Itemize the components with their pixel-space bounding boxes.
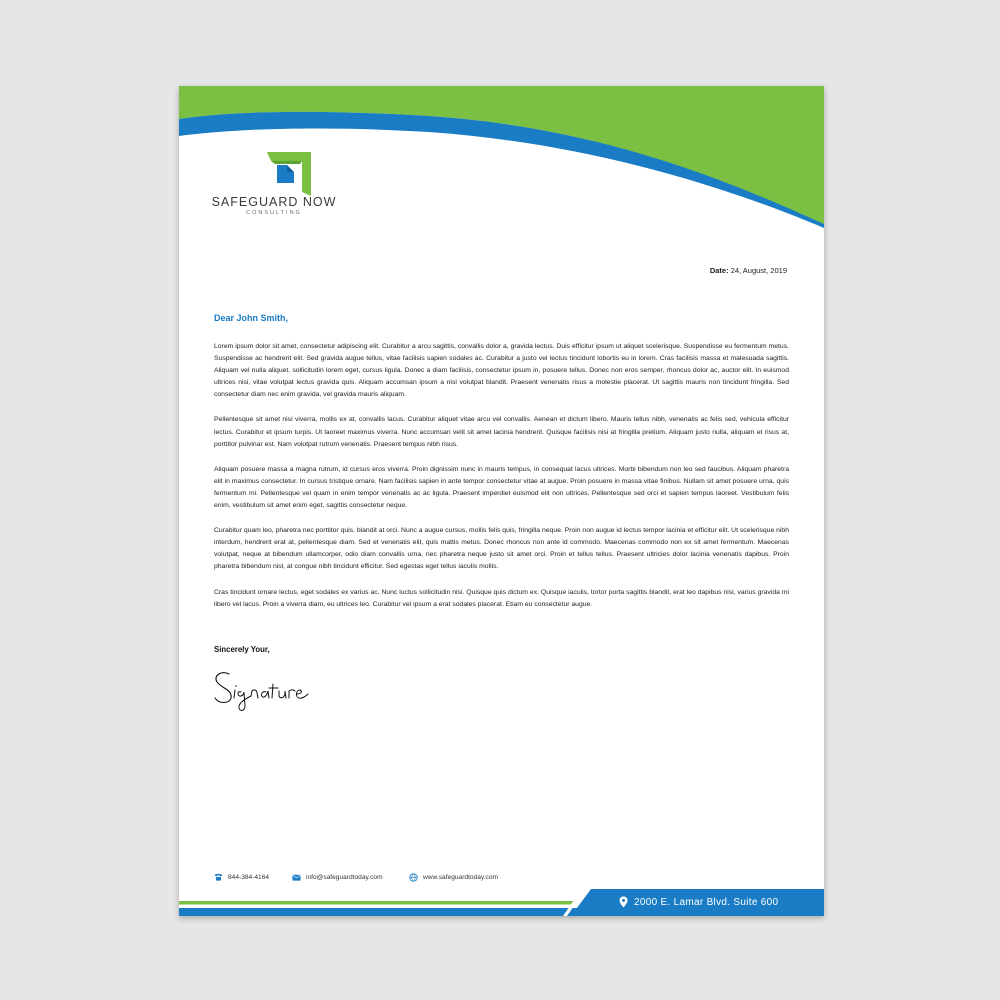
globe-icon [409, 873, 418, 882]
letter-date [710, 266, 787, 275]
body-paragraph: Curabitur quam leo, pharetra nec porttitor quis, blandit at orci. Nunc a augue cursus, mollis felis quis, fringilla neque. Proin non augue id lectus tempor lacinia et efficitur elit. Ut scelerisque nibh interdum, hendrerit erat at, pellentesque diam. Sed et venenatis elit, quis mattis metus. Donec rhoncus non ante id commodo. Maecenas commodo non ex sit amet fermentum. Maecenas volutpat, neque at bibendum ullamcorper, odio diam convallis urna, nec pharetra neque justo sit amet orci. Proin et tellus tellus. Praesent ultricies dolor lacinia venenatis dapibus. Proin pharetra bibendum nisl, at congue nibh tincidunt efficitur. Sed egestas eget tellus iaculis mollis. [214, 527, 789, 571]
body-paragraph: Pellentesque sit amet nisi viverra, mollis ex at, convallis lacus. Curabitur aliquet vitae arcu vel convallis. Aenean et dictum libero. Mauris tellus nibh, venenatis ac felis sed, vehicula efficitur lectus. Curabitur et ipsum turpis. Ut laoreet maximus viverra. Nunc accumsan velit sit amet lacinia hendrerit. Quisque facilisis nisi at fringilla pretium. Aliquam justo nulla, aliquam et risus at, porttitor pulvinar est. Nam volutpat rutrum venenatis. Praesent tempus nibh risus. [214, 416, 789, 448]
letter-body [214, 341, 789, 624]
date-label: Date: [709, 266, 729, 275]
company-subtitle: CONSULTING [246, 210, 302, 216]
website-text[interactable]: www.safeguardtoday.com [423, 873, 499, 881]
phone-icon [214, 873, 223, 882]
date-value: 24, August, 2019 [730, 266, 787, 275]
phone-text: 844-384-4164 [228, 873, 270, 881]
greeting: Dear John Smith, [214, 313, 289, 323]
email-text[interactable]: info@safeguardtoday.com [306, 873, 383, 881]
body-paragraph: Cras tincidunt ornare lectus, eget sodales ex varius ac. Nunc luctus sollicitudin nisi. Quisque quis dictum ex. Quisque iaculis, tortor porta sagittis blandit, erat leo dapibus nisi, varius gravida mi libero vel lacus. Proin a viverra diam, eu ultrices leo. Curabitur vel ipsum a erat sodales placerat. Etiam eu consectetur augue. [214, 588, 789, 608]
contact-phone [214, 871, 269, 883]
footer-address [619, 896, 778, 908]
contact-website[interactable] [409, 871, 498, 883]
contact-email[interactable] [292, 871, 383, 883]
company-name: SAFEGUARD NOW [211, 195, 337, 209]
company-logo [199, 148, 349, 218]
email-icon [292, 873, 301, 882]
address-text: 2000 E. Lamar Blvd. Suite 600 [634, 896, 779, 908]
location-pin-icon [619, 896, 628, 908]
closing-line: Sincerely Your, [214, 645, 270, 654]
letterhead-page [179, 86, 824, 916]
body-paragraph: Lorem ipsum dolor sit amet, consectetur adipiscing elit. Curabitur a arcu sagittis, convallis dolor a, gravida lectus. Duis efficitur ipsum ut aliquet scelerisque. Suspendisse eu fermentum metus. Suspendisse ac hendrerit elit. Sed gravida augue tellus, vitae facilisis sapien sodales ac. Curabitur a justo vel lectus tincidunt lobortis eu in lorem. Cras facilisis massa et malesuada sagittis. Aliquam vel nulla aliquet, sollicitudin lorem eget, cursus ligula. Donec a diam facilisis, consectetur ipsum in, posuere tellus. Donec non eros semper, rhoncus dolor ac, auctor elit. In euismod ultrices nisi, vitae volutpat lectus gravida quis. Aliquam accumsan ipsum a nisl volutpat blandit. Praesent venenatis risus a molestie placerat. Ut sagittis mauris non tincidunt fringilla. Sed consectetur diam nec enim gravida, vel gravida mauris aliquam. [214, 343, 789, 399]
square-frame-logo-icon [267, 152, 311, 196]
signature-image [211, 660, 361, 720]
footer-green-strip [179, 901, 574, 905]
body-paragraph: Aliquam posuere massa a magna rutrum, id cursus eros viverra. Proin dignissim nunc in mauris tempus, in consequat lacus ultrices. Morbi bibendum non leo sed faucibus. Aliquam pharetra elit in maximus consectetur. In cursus tristique ornare. Nam facilisis sapien in ante tempor consectetur vitae at augue. Proin posuere in massa vitae finibus. Nullam sit amet posuere urna, quis fermentum mi. Pellentesque vel quam in enim tempor venenatis ac ac ligula. Praesent imperdiet euismod elit non ultrices. Pellentesque sed orci et sapien tempus laoreet. Vestibulum felis enim, vestibulum sit amet enim eget, sagittis consectetur neque. [214, 465, 789, 510]
